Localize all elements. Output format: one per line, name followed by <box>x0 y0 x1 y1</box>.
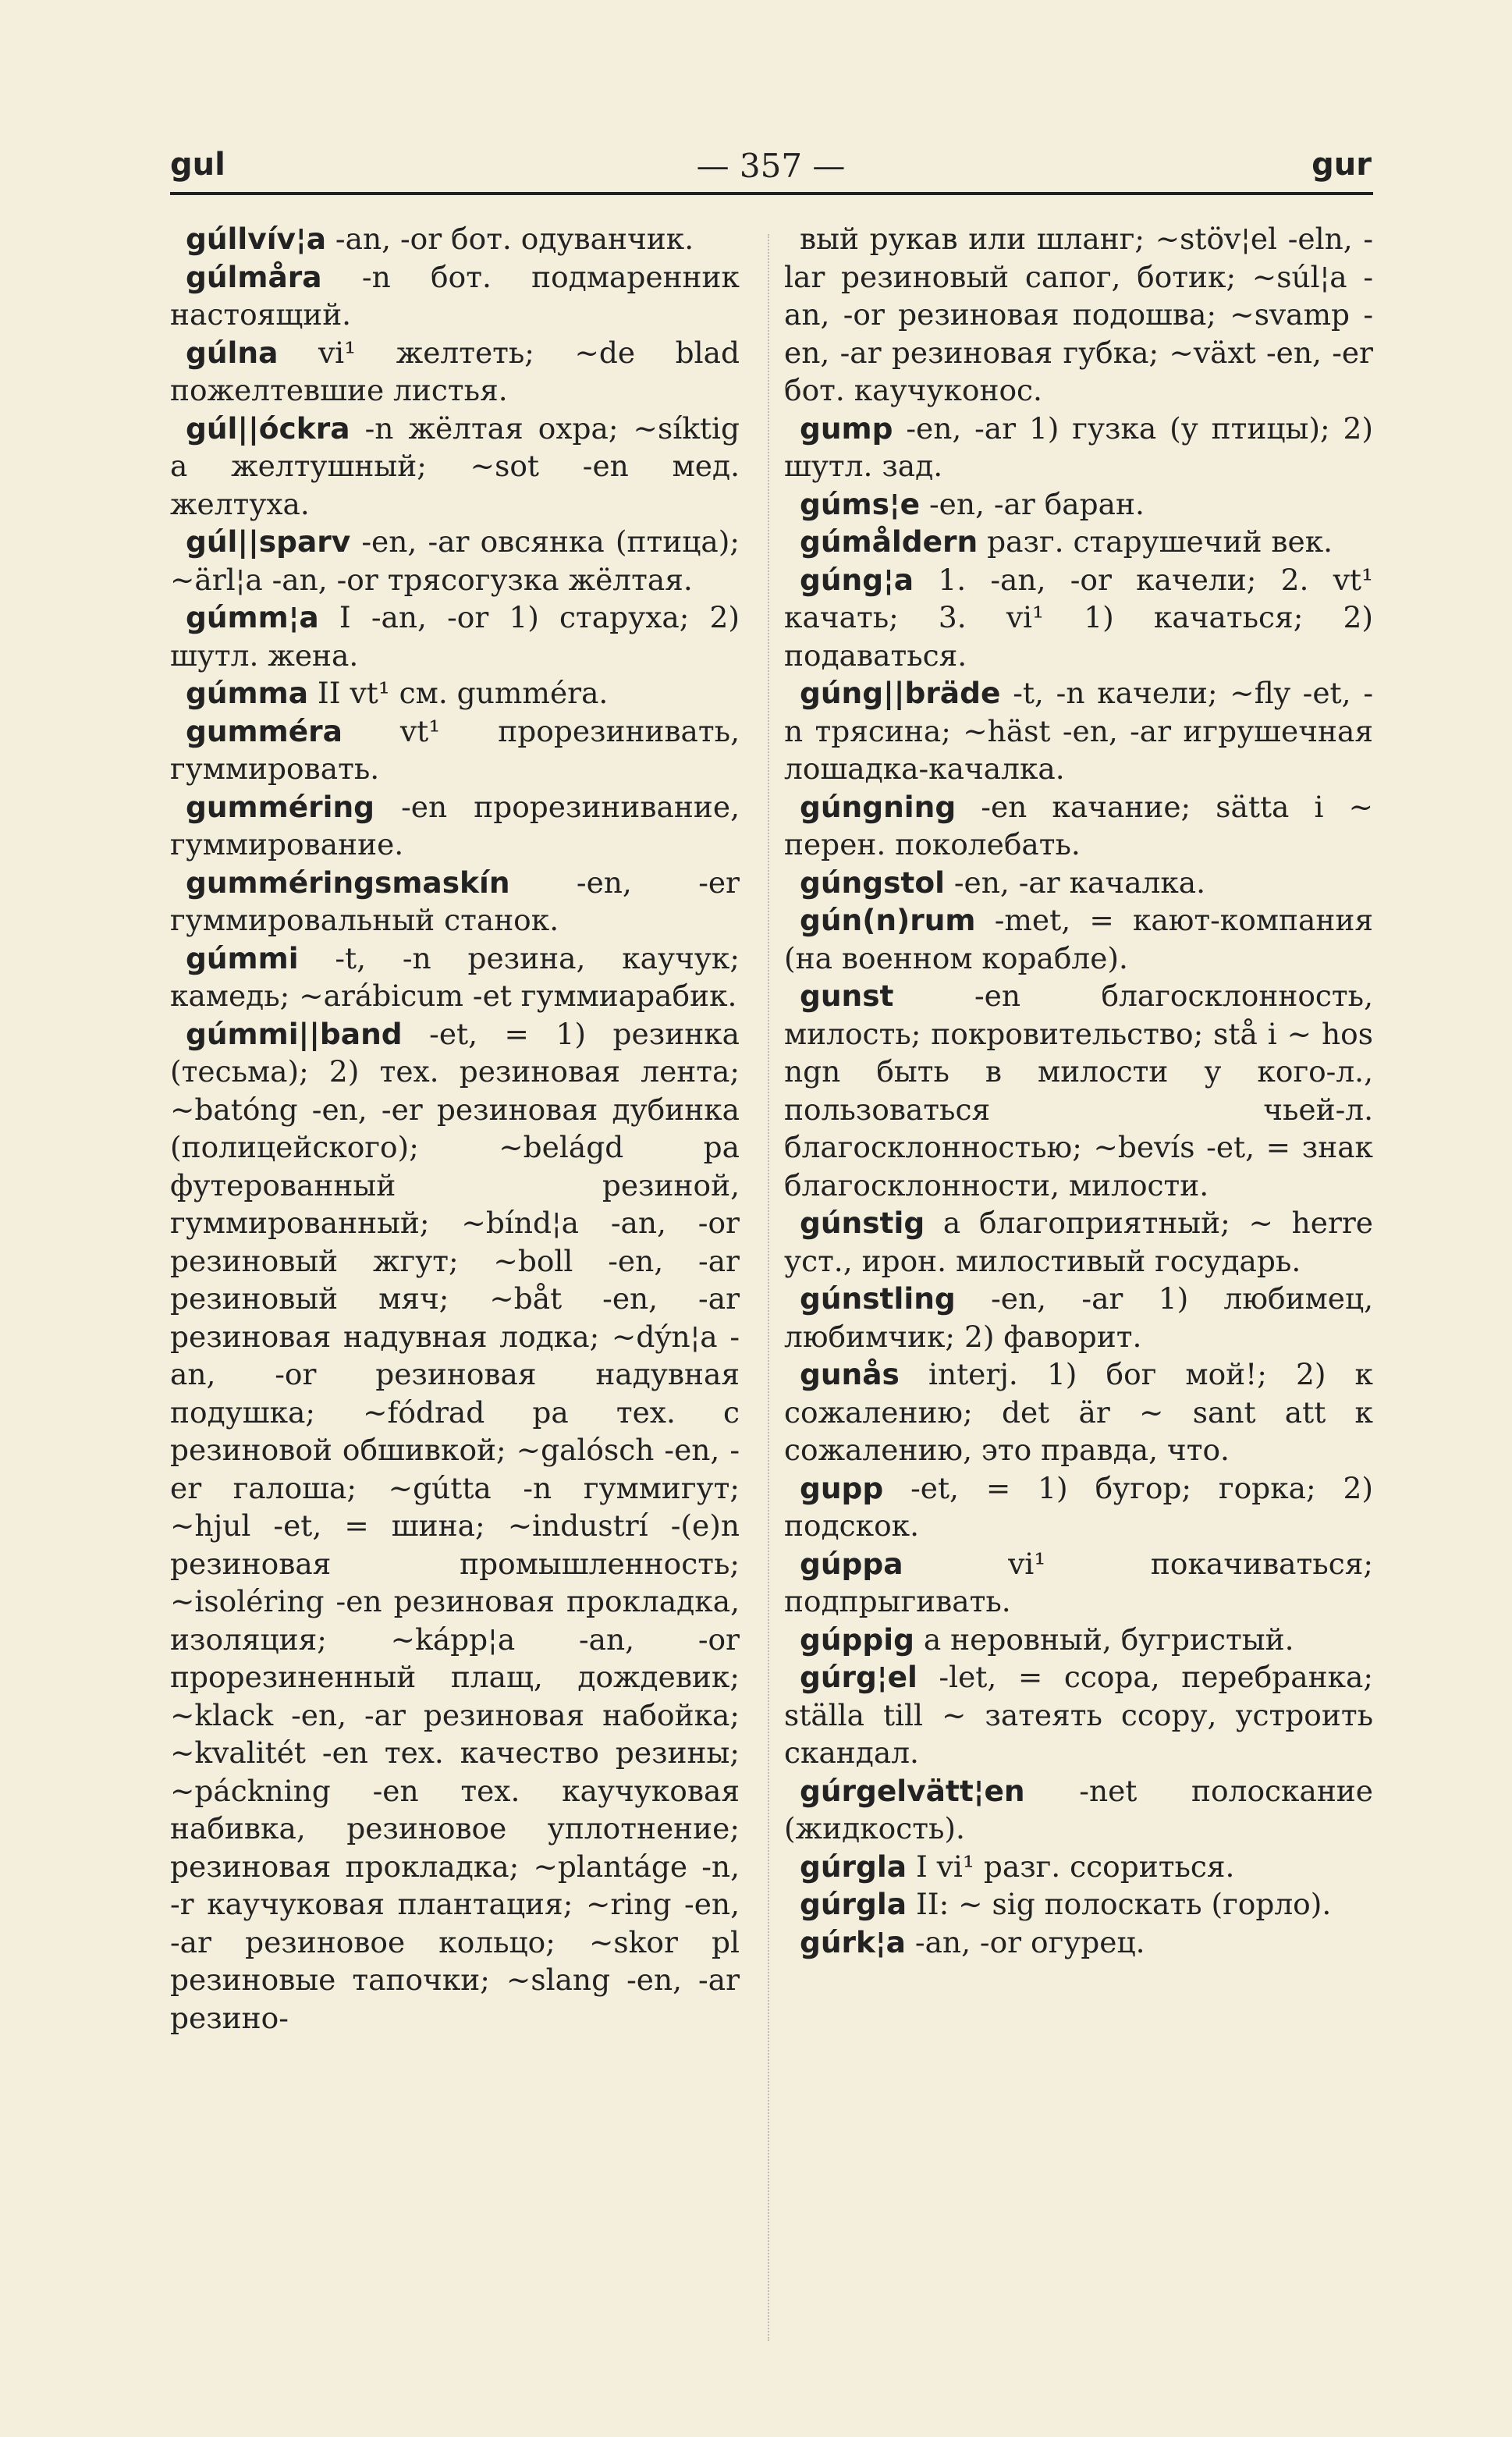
entry: gúnstig a благоприятный; ~ herre уст., ирон. милостивый государь. <box>784 1206 1382 1278</box>
entry: gunås interj. 1) бог мой!; 2) к сожалению; det är ~ sant att к сожалению, это правда, что. <box>784 1357 1382 1467</box>
entry: gump -en, -ar 1) гузка (у птицы); 2) шутл. зад. <box>784 410 1382 483</box>
entry: gumméringsmaskín -en, -er гуммировальный станок. <box>170 865 749 937</box>
entry: gúmmi -t, -n резина, каучук; камедь; ~arábicum -et гуммиарабик. <box>170 940 749 1013</box>
entry: gúl||óckra -n жёлтая охра; ~síktig a желтушный; ~sot -en мед. желтуха. <box>170 410 749 521</box>
header-rule <box>170 192 1373 195</box>
running-header <box>170 147 1372 194</box>
entry: gúrk¦a -an, -or огурец. <box>800 1924 1145 1959</box>
entry: gúrgelvätt¦en -net полоскание (жидкость). <box>784 1773 1382 1846</box>
right-guide-word: gur <box>1311 147 1372 183</box>
entry: gúl||sparv -en, -ar овсянка (птица); ~ärl¦a -an, -or трясогузка жёлтая. <box>170 524 749 597</box>
entry: gúrgla I vi¹ разг. ссориться. <box>800 1849 1235 1884</box>
entry: gumméring -en прорезинивание, гуммирование. <box>170 789 749 861</box>
page-number: — 357 — <box>696 147 846 185</box>
entry: gúmmi||band -et, = 1) резинка (тесьма); 2) тех. резиновая лента; ~batóng -en, -er резиновая дубинка (полицейского); ~belágd pa футерованный резиной, гуммированный; ~bínd¦a -an, -or резиновый жгут; ~boll -en, -ar резиновый мяч; ~båt -en, -ar резиновая надувная лодка; ~dýn¦a -an, -or резиновая надувная подушка; ~fódrad pa тех. с резиновой обшивкой; ~galósch -en, -er галоша; ~gútta -n гуммигут; ~hjul -et, = шина; ~industrí -(e)n резиновая промышленность; ~isoléring -en резиновая прокладка, изоляция; ~kápp¦a -an, -or прорезиненный плащ, дождевик; ~klack -en, -ar резиновая набойка; ~kvalitét -en тех. качество резины; ~páckning -en тех. каучуковая набивка, резиновое уплотнение; резиновая прокладка; ~plantáge -n, -r каучуковая плантация; ~ring -en, -ar резиновое кольцо; ~skor pl резиновые тапочки; ~slang -en, -ar резино- <box>170 1016 749 2035</box>
entry: gúrgla II: ~ sig полоскать (горло). <box>800 1887 1332 1921</box>
entry: вый рукав или шланг; ~stöv¦el -eln, -lar резиновый сапог, ботик; ~súl¦a -an, -or резиновая подошва; ~svamp -en, -ar резиновая губка; ~växt -en, -er бот. каучуконос. <box>784 222 1373 407</box>
entry: gúng||bräde -t, -n качели; ~fly -et, -n трясина; ~häst -en, -ar игрушечная лошадка-качалка. <box>784 676 1382 786</box>
entry: gúmm¦a I -an, -or 1) старуха; 2) шутл. жена. <box>170 600 749 673</box>
entry: gúmma II vt¹ см. gumméra. <box>186 676 609 710</box>
entry: gúrg¦el -let, = ссора, перебранка; ställa till ~ затеять ссору, устроить скандал. <box>784 1660 1382 1770</box>
column-separator <box>768 234 771 2341</box>
entry: gúlna vi¹ желтеть; ~de blad пожелтевшие листья. <box>170 335 749 407</box>
entry: gún(n)rum -met, = кают-компания (на военном корабле). <box>784 903 1382 975</box>
right-column <box>784 220 1382 1961</box>
entry: gúnstling -en, -ar 1) любимец, любимчик; 2) фаворит. <box>784 1281 1382 1354</box>
entry: gúms¦e -en, -ar баран. <box>800 486 1145 521</box>
left-column <box>170 220 749 2037</box>
entry: gúlmåra -n бот. подмаренник настоящий. <box>170 259 749 332</box>
entry: gúng¦a 1. -an, -or качели; 2. vt¹ качать; 3. vi¹ 1) качаться; 2) подаваться. <box>784 562 1382 673</box>
entry: gúngning -en качание; sätta i ~ перен. поколебать. <box>784 789 1382 861</box>
entry: gumméra vt¹ прорезинивать, гуммировать. <box>170 713 749 786</box>
entry: gupp -et, = 1) бугор; горка; 2) подскок. <box>784 1470 1382 1543</box>
entry: gúllvív¦a -an, -or бот. одуванчик. <box>186 222 694 256</box>
left-guide-word: gul <box>170 147 225 183</box>
entry: gúmåldern разг. старушечий век. <box>800 524 1333 559</box>
entry: gúngstol -en, -ar качалка. <box>800 865 1206 900</box>
entry: gúppa vi¹ покачиваться; подпрыгивать. <box>784 1546 1382 1618</box>
entry: gúppig a неровный, бугристый. <box>800 1622 1294 1657</box>
entry: gunst -en благосклонность, милость; покровительство; stå i ~ hos ngn быть в милости у кого-л., пользоваться чьей-л. благосклонностью; ~bevís -et, = знак благосклонности, милости. <box>784 979 1382 1203</box>
